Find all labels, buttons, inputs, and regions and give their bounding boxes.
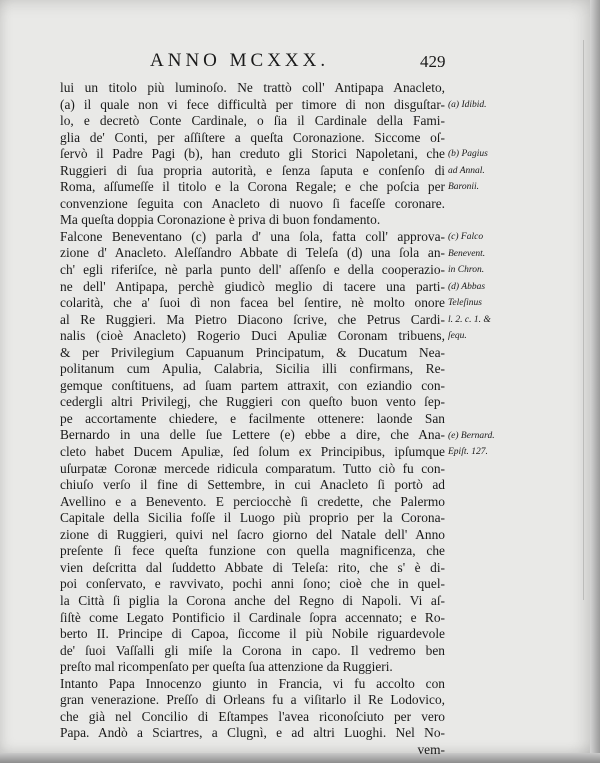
text-line: lo, e decretò Conte Cardinale, o ſia il Cardinale della Fami- — [60, 113, 445, 129]
text-line: che già nel Concilio di Eſtampes l'avea riconoſciuto per vero — [60, 708, 445, 724]
margin-note: (e) Bernard. — [448, 430, 495, 441]
text-line: Ruggieri di ſua propria autorità, e ſenza ſaputa e conſenſo di — [60, 162, 445, 178]
text-line: gemque conſtituens, ad ſuam partem attraxit, con eziandio con- — [60, 377, 445, 393]
text-line: Ma queſta doppia Coronazione è priva di buon fondamento. — [60, 212, 381, 228]
margin-note: l. 2. c. 1. & — [448, 314, 491, 325]
text-line: uſurpatæ Coronæ mercede ridicula comparatum. Tutto ciò fu con- — [60, 460, 445, 476]
text-line: & per Privilegium Capuanum Principatum, & Ducatum Nea- — [60, 344, 445, 360]
text-line: cleto habet Ducem Apuliæ, ſed ſolum ex Principibus, ipſumque — [60, 444, 445, 460]
text-line: politanum cum Apulia, Calabria, Sicilia illi confirmans, Re- — [60, 361, 445, 377]
text-line: Falcone Beneventano (c) parla d' una ſola, fatta coll' approva- — [60, 228, 445, 244]
text-line: preſente ſi fece queſta funzione con quella magnificenza, che — [60, 543, 445, 559]
text-line: zione d' Anacleto. Aleſſandro Abbate di Teleſa (d) una ſola an- — [60, 245, 445, 261]
text-line: lui un titolo più luminoſo. Ne trattò coll' Antipapa Anacleto, — [60, 80, 445, 95]
text-line: vien deſcritta dal ſuddetto Abbate di Teleſa: rito, che s' è di- — [60, 559, 445, 575]
text-line: ne dell' Antipapa, perchè giudicò meglio di tacere una parti- — [60, 278, 445, 294]
margin-note: Teleſinus — [448, 298, 482, 309]
text-line: preſto mal ricompenſato per queſta ſua attenzione da Ruggieri. — [60, 659, 393, 675]
text-line: berto II. Principe di Capoa, ſiccome il più Nobile riguardevole — [60, 626, 445, 642]
page-number: 429 — [420, 52, 446, 71]
text-line: la Città ſi piglia la Corona anche del Regno di Napoli. Vi aſ- — [60, 592, 445, 608]
text-line: (a) il quale non vi fece difficultà per timore di non disguſtar- — [60, 96, 445, 112]
body-text — [60, 80, 445, 758]
text-line: glia de' Conti, per aſſiſtere a queſta Coronazione. Siccome oſ- — [60, 129, 445, 145]
text-line: poi conſervato, e ravvivato, pochi anni ſono; cioè che in quel- — [60, 576, 445, 592]
text-line: colarità, che a' ſuoi dì non facea bel ſentire, nè molto onore — [60, 295, 445, 311]
margin-note: (d) Abbas — [448, 281, 486, 292]
margin-note: in Chron. — [448, 265, 485, 276]
text-line: ſervò il Padre Pagi (b), han creduto gli Storici Napoletani, che — [60, 146, 445, 162]
text-line: convenzione ſeguita con Anacleto di nuovo ſi faceſſe coronare. — [60, 195, 445, 211]
margin-note: Benevent. — [448, 248, 486, 259]
text-line: Intanto Papa Innocenzo giunto in Francia, vi fu accolto con — [60, 675, 445, 691]
margin-note: (c) Falco — [448, 231, 484, 242]
text-line: zione di Ruggieri, quivi nel ſacro giorno del Natale dell' Anno — [60, 526, 445, 542]
text-line: Avellino e a Benevento. E perciocchè ſi credette, che Palermo — [60, 493, 445, 509]
text-line: pe accortamente chiedere, e facilmente ottenere: laonde San — [60, 410, 445, 426]
margin-note: (b) Pagius — [448, 149, 488, 160]
text-line: Papa. Andò a Sciartres, a Clugnì, e ad altri Luoghi. Nel No- — [60, 725, 445, 741]
text-line: Bernardo in una delle ſue Lettere (e) ebbe a dire, che Ana- — [60, 427, 445, 443]
margin-note: Baronii. — [448, 182, 480, 193]
text-line: cedergli altri Privilegj, che Ruggieri con queſto buon vento ſep- — [60, 394, 445, 410]
text-line: nalis (cioè Anacleto) Rogerio Duci Apuliæ Coronam tribuens, — [60, 328, 445, 344]
page-fold-shadow — [583, 40, 584, 600]
text-line: Roma, aſſumeſſe il titolo e la Corona Regale; e che poſcia per — [60, 179, 445, 195]
text-line: vem- — [417, 741, 445, 757]
text-line: ch' egli riferiſce, nè parla punto dell' aſſenſo e della cooperazio- — [60, 262, 445, 278]
text-line: de' ſuoi Vaſſalli gli miſe la Corona in capo. Il vedremo ben — [60, 642, 445, 658]
margin-note: (a) Idibid. — [448, 99, 487, 110]
text-line: gran venerazione. Preſſo di Orleans fu a viſitarlo il Re Lodovico, — [60, 692, 445, 708]
margin-note: ſequ. — [448, 331, 467, 342]
running-title: ANNO MCXXX. — [150, 50, 330, 71]
margin-note: Epiſt. 127. — [448, 447, 488, 458]
text-line: Capitale della Sicilia foſſe il Luogo più proprio per la Corona- — [60, 510, 445, 526]
page-right-edge-shadow — [590, 0, 600, 763]
margin-note: ad Annal. — [448, 165, 485, 176]
text-line: ſiſtè come Legato Pontificio il Cardinale ſopra accennato; e Ro- — [60, 609, 445, 625]
text-line: al Re Ruggieri. Ma Pietro Diacono ſcrive, che Petrus Cardi- — [60, 311, 445, 327]
text-line: chiuſo verſo il fine di Settembre, in cui Anacleto ſi portò ad — [60, 477, 445, 493]
